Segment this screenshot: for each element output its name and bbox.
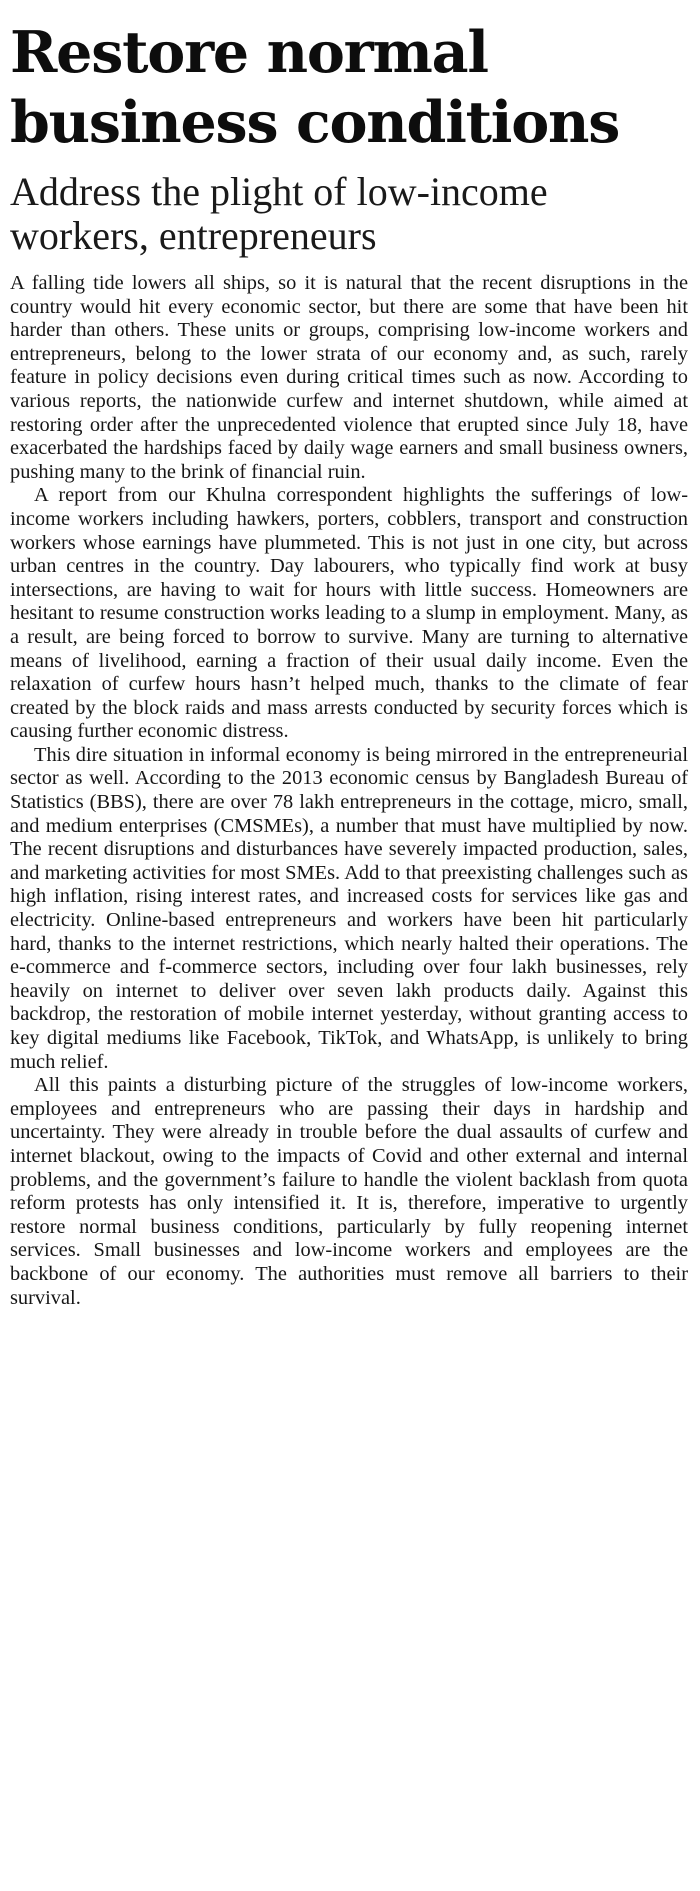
editorial-article — [10, 18, 688, 1310]
article-subheadline: Address the plight of low-income workers, entrepreneurs — [10, 169, 548, 258]
article-body — [10, 272, 688, 1310]
article-paragraph: A falling tide lowers all ships, so it is natural that the recent disruptions in the country would hit every economic sector, but there are some that have been hit harder than others. These units or groups, comprising low-income workers and entrepreneurs, belong to the lower strata of our economy and, as such, rarely feature in policy decisions even during critical times such as now. According to various reports, the nationwide curfew and internet shutdown, while aimed at restoring order after the unprecedented violence that erupted since July 18, have exacerbated the hardships faced by daily wage earners and small business owners, pushing many to the brink of financial ruin. — [10, 272, 688, 483]
article-paragraph: All this paints a disturbing picture of the struggles of low-income workers, employees and entrepreneurs who are passing their days in hardship and uncertainty. They were already in trouble before the dual assaults of curfew and internet blackout, owing to the impacts of Covid and other external and internal problems, and the government’s failure to handle the violent backlash from quota reform protests has only intensified it. It is, therefore, imperative to urgently restore normal business conditions, particularly by fully reopening internet services. Small businesses and low-income workers and employees are the backbone of our economy. The authorities must remove all barriers to their survival. — [10, 1074, 688, 1309]
article-paragraph: This dire situation in informal economy is being mirrored in the entrepreneurial sector as well. According to the 2013 economic census by Bangladesh Bureau of Statistics (BBS), there are over 78 lakh entrepreneurs in the cottage, micro, small, and medium enterprises (CMSMEs), a number that must have multiplied by now. The recent disruptions and disturbances have severely impacted production, sales, and marketing activities for most SMEs. Add to that preexisting challenges such as high inflation, rising interest rates, and increased costs for services like gas and electricity. Online-based entrepreneurs and workers have been hit particularly hard, thanks to the internet restrictions, which nearly halted their operations. The e-commerce and f-commerce sectors, including over four lakh businesses, rely heavily on internet to deliver over seven lakh products daily. Against this backdrop, the restoration of mobile internet yesterday, without granting access to key digital mediums like Facebook, TikTok, and WhatsApp, is unlikely to bring much relief. — [10, 743, 688, 1073]
article-paragraph: A report from our Khulna correspondent highlights the sufferings of low-income workers including hawkers, porters, cobblers, transport and construction workers whose earnings have plummeted. This is not just in one city, but across urban centres in the country. Day labourers, who typically find work at busy intersections, are having to wait for hours with little success. Homeowners are hesitant to resume construction works leading to a slump in employment. Many, as a result, are being forced to borrow to survive. Many are turning to alternative means of livelihood, earning a fraction of their usual daily income. Even the relaxation of curfew hours hasn’t helped much, thanks to the climate of fear created by the block raids and mass arrests conducted by security forces which is causing further economic distress. — [10, 484, 688, 743]
article-headline: Restore normal business conditions — [10, 19, 620, 156]
